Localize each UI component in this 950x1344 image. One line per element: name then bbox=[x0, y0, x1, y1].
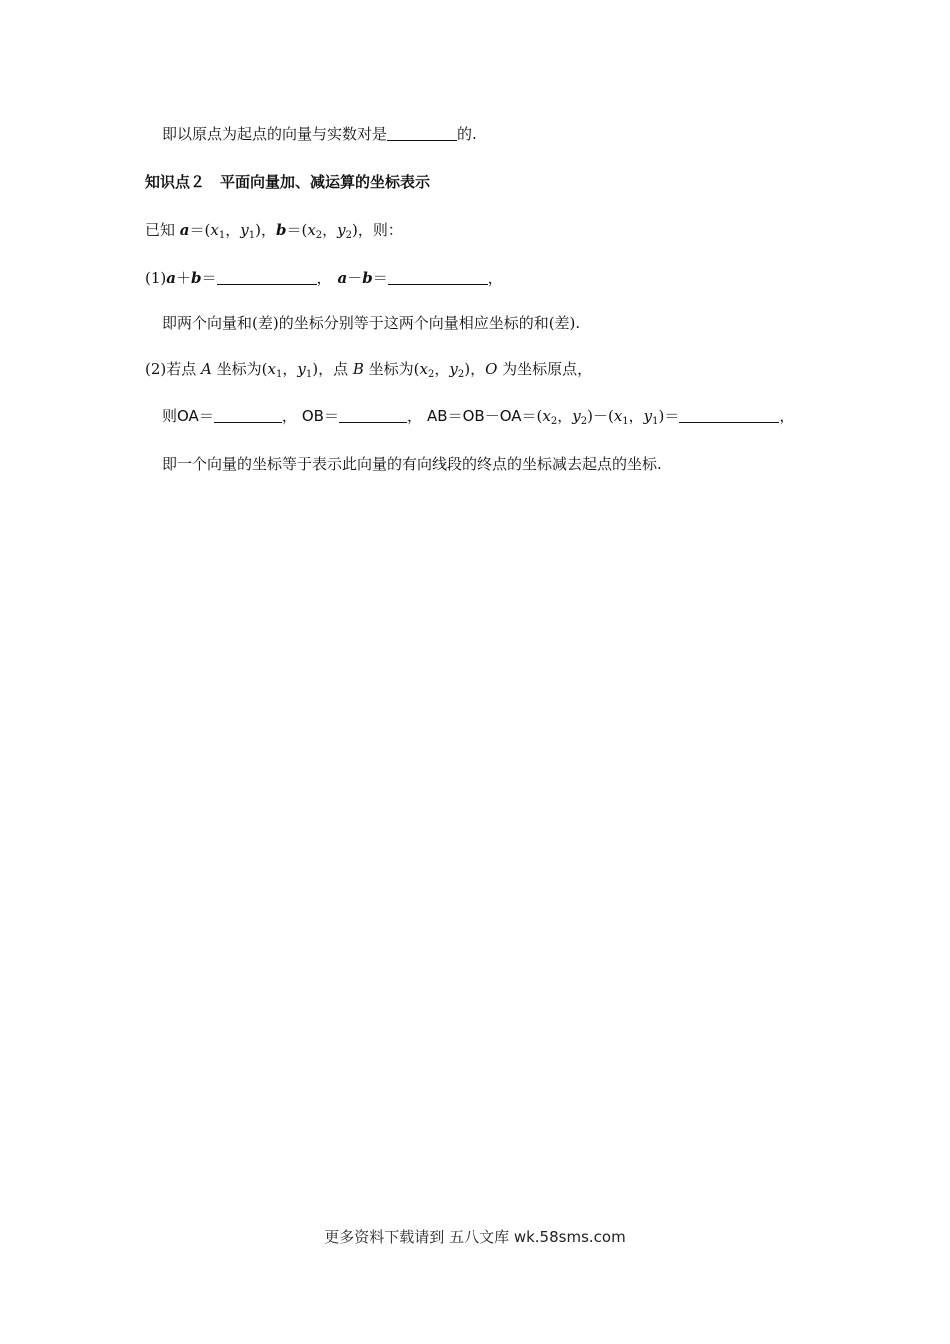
var-y: y bbox=[297, 360, 306, 378]
vector-a: a bbox=[337, 269, 348, 287]
var-x: x bbox=[542, 407, 551, 425]
subscript: 2 bbox=[315, 230, 323, 241]
section-heading: 知识点２ 平面向量加、减运算的坐标表示 bbox=[145, 173, 431, 191]
point-b: B bbox=[352, 360, 364, 378]
comma: ， bbox=[487, 269, 503, 287]
subscript: 2 bbox=[550, 416, 558, 427]
vector-oa: OA bbox=[177, 407, 199, 425]
comma: ， bbox=[225, 221, 241, 239]
subscript: 2 bbox=[580, 416, 588, 427]
comma: ， bbox=[628, 407, 644, 425]
fill-blank-ob[interactable] bbox=[339, 407, 407, 423]
text: 坐标为( bbox=[363, 360, 420, 378]
text: 坐标为( bbox=[211, 360, 268, 378]
sentence-end: 的. bbox=[457, 125, 477, 143]
vector-ob: OB bbox=[301, 407, 324, 425]
equals-sign: ＝ bbox=[447, 407, 463, 425]
var-x: x bbox=[613, 407, 623, 425]
var-y: y bbox=[572, 407, 581, 425]
equals-sign: ＝ bbox=[198, 407, 214, 425]
comma: ， bbox=[322, 221, 338, 239]
var-x: x bbox=[419, 360, 428, 378]
fill-blank-sum[interactable] bbox=[217, 269, 317, 285]
var-y: y bbox=[337, 221, 346, 239]
vector-ab: AB bbox=[427, 407, 448, 425]
minus-sign: － bbox=[484, 407, 500, 425]
fill-blank-difference[interactable] bbox=[388, 269, 488, 285]
equals-sign: ＝ bbox=[201, 269, 217, 287]
point-o: O bbox=[485, 360, 498, 378]
vector-b: b bbox=[191, 269, 202, 287]
var-x: x bbox=[210, 221, 219, 239]
minus-paren: )－( bbox=[587, 407, 614, 425]
vector-b: b bbox=[362, 269, 373, 287]
text: 为坐标原点， bbox=[497, 360, 593, 378]
footer-link[interactable]: 更多资料下载请到 五八文库 wk.58sms.com bbox=[324, 1228, 626, 1246]
point-a: A bbox=[201, 360, 212, 378]
subscript: 1 bbox=[652, 416, 659, 427]
subscript: 2 bbox=[427, 369, 435, 380]
equals-paren: ＝( bbox=[286, 221, 308, 239]
comma: ， bbox=[779, 407, 795, 425]
subscript: 1 bbox=[275, 369, 283, 380]
comma: ， bbox=[406, 407, 422, 425]
comma: ， bbox=[316, 269, 332, 287]
equals-paren: ＝( bbox=[521, 407, 543, 425]
var-x: x bbox=[307, 221, 316, 239]
given-prefix: 已知 bbox=[145, 221, 180, 239]
subscript: 1 bbox=[622, 416, 629, 427]
plus-sign: ＋ bbox=[175, 269, 191, 287]
subscript: 1 bbox=[248, 230, 256, 241]
equals-sign: ＝ bbox=[372, 269, 388, 287]
fill-blank[interactable] bbox=[387, 125, 457, 141]
var-x: x bbox=[267, 360, 276, 378]
sentence-text: 即以原点为起点的向量与实数对是 bbox=[162, 125, 388, 143]
vector-oa: OA bbox=[499, 407, 522, 425]
close-paren: )， bbox=[255, 221, 276, 239]
equals-sign: )＝ bbox=[658, 407, 680, 425]
comma: ， bbox=[434, 360, 450, 378]
text: )，点 bbox=[312, 360, 353, 378]
subscript: 2 bbox=[345, 230, 353, 241]
var-y: y bbox=[643, 407, 653, 425]
vector-b: b bbox=[275, 221, 287, 239]
comma: ， bbox=[282, 360, 298, 378]
vector-ob: OB bbox=[462, 407, 485, 425]
vector-a: a bbox=[179, 221, 190, 239]
minus-sign: － bbox=[347, 269, 363, 287]
item-2 bbox=[145, 359, 592, 379]
comma: ， bbox=[281, 407, 297, 425]
item-1 bbox=[145, 268, 503, 288]
note-endpoint-coordinates: 即一个向量的坐标等于表示此向量的有向线段的终点的坐标减去起点的坐标. bbox=[162, 455, 662, 473]
fill-blank-ab[interactable] bbox=[679, 407, 779, 423]
var-y: y bbox=[240, 221, 249, 239]
item-number: (2)若点 bbox=[145, 360, 202, 378]
comma: ， bbox=[557, 407, 573, 425]
text: 则 bbox=[162, 407, 178, 425]
text: )， bbox=[464, 360, 486, 378]
subscript: 1 bbox=[218, 230, 226, 241]
given-vectors bbox=[145, 220, 403, 240]
fill-blank-oa[interactable] bbox=[214, 407, 282, 423]
equals-sign: ＝ bbox=[323, 407, 339, 425]
var-y: y bbox=[449, 360, 458, 378]
item-number: (1) bbox=[145, 269, 167, 287]
sentence-origin-vector bbox=[162, 124, 477, 144]
subscript: 2 bbox=[457, 369, 465, 380]
vector-coordinates-line bbox=[162, 406, 794, 426]
vector-a: a bbox=[166, 269, 176, 287]
close-then: )，则： bbox=[352, 221, 403, 239]
equals-paren: ＝( bbox=[189, 221, 211, 239]
subscript: 1 bbox=[305, 369, 313, 380]
note-sum-difference: 即两个向量和(差)的坐标分别等于这两个向量相应坐标的和(差). bbox=[162, 314, 581, 332]
